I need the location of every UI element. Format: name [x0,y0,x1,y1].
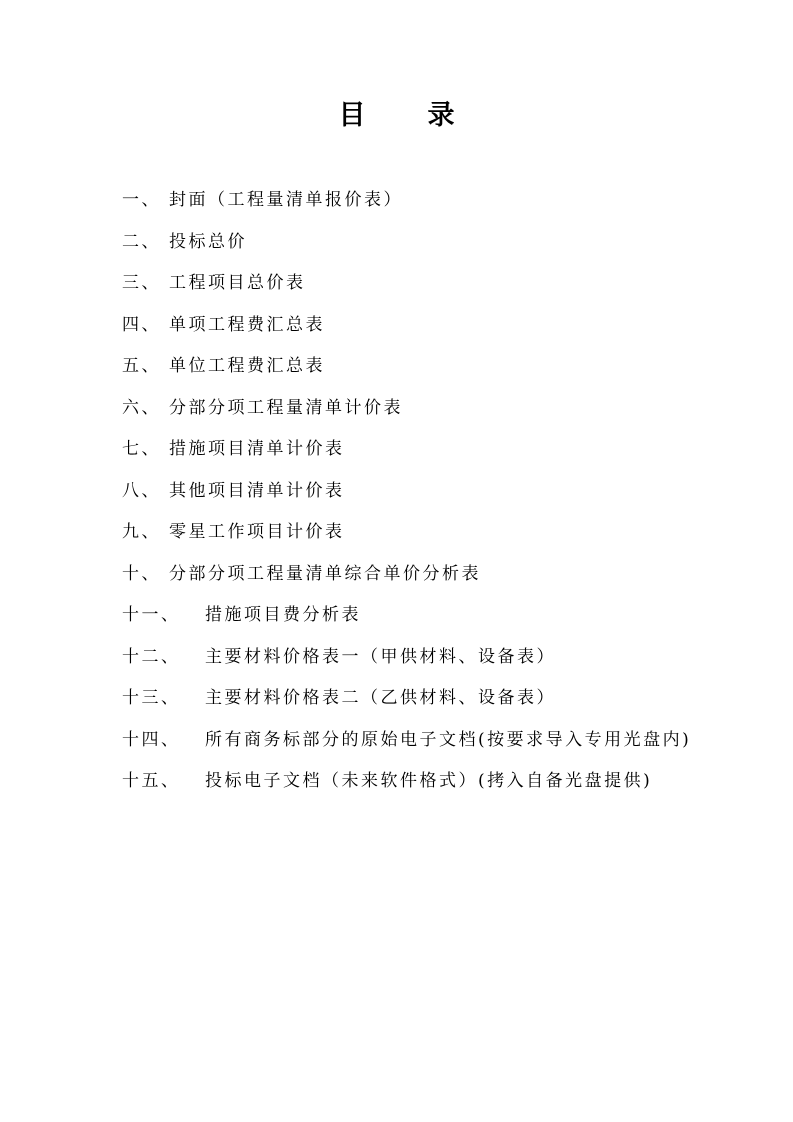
toc-number: 一、 [122,190,161,210]
toc-text: 分部分项工程量清单综合单价分析表 [169,563,481,584]
toc-text: 零星工作项目计价表 [169,522,345,542]
toc-item-5 [122,349,742,391]
toc-item-6 [122,391,742,433]
toc-number: 九、 [122,522,161,542]
table-of-contents [122,183,742,806]
toc-number: 三、 [122,273,161,293]
toc-text: 投标总价 [169,231,247,252]
toc-text: 单位工程费汇总表 [169,356,325,376]
toc-number: 四、 [122,314,161,335]
toc-item-14 [122,723,742,765]
toc-text: 主要材料价格表一（甲供材料、设备表） [205,646,556,667]
toc-text: 分部分项工程量清单计价表 [169,397,403,418]
toc-item-12 [122,640,742,682]
toc-item-10 [122,557,742,599]
toc-number: 七、 [122,439,161,459]
toc-number: 十、 [122,563,161,584]
toc-number: 六、 [122,397,161,418]
toc-number: 十五、 [122,771,181,791]
toc-item-7 [122,432,742,474]
title-char-1: 目 [338,100,366,131]
toc-item-3 [122,266,742,308]
toc-number: 五、 [122,356,161,376]
toc-number: 十二、 [122,646,181,667]
toc-item-11 [122,598,742,640]
toc-item-2 [122,225,742,267]
toc-number: 十三、 [122,688,181,708]
toc-item-8 [122,474,742,516]
toc-text: 工程项目总价表 [169,273,306,293]
toc-number: 二、 [122,231,161,252]
toc-item-13 [122,681,742,723]
page-title [0,96,793,136]
toc-item-1 [122,183,742,225]
toc-text: 单项工程费汇总表 [169,314,325,335]
toc-text: 封面（工程量清单报价表） [169,190,403,210]
toc-text: 投标电子文档（未来软件格式）(拷入自备光盘提供) [205,771,653,791]
toc-item-4 [122,308,742,350]
toc-number: 八、 [122,480,161,501]
toc-number: 十四、 [122,729,181,750]
toc-text: 其他项目清单计价表 [169,480,345,501]
toc-text: 所有商务标部分的原始电子文档(按要求导入专用光盘内) [205,729,692,750]
toc-number: 十一、 [122,605,181,625]
toc-text: 措施项目清单计价表 [169,439,345,459]
title-char-2: 录 [427,100,455,131]
toc-item-15 [122,764,742,806]
toc-item-9 [122,515,742,557]
toc-text: 主要材料价格表二（乙供材料、设备表） [205,688,556,708]
toc-text: 措施项目费分析表 [205,605,361,625]
